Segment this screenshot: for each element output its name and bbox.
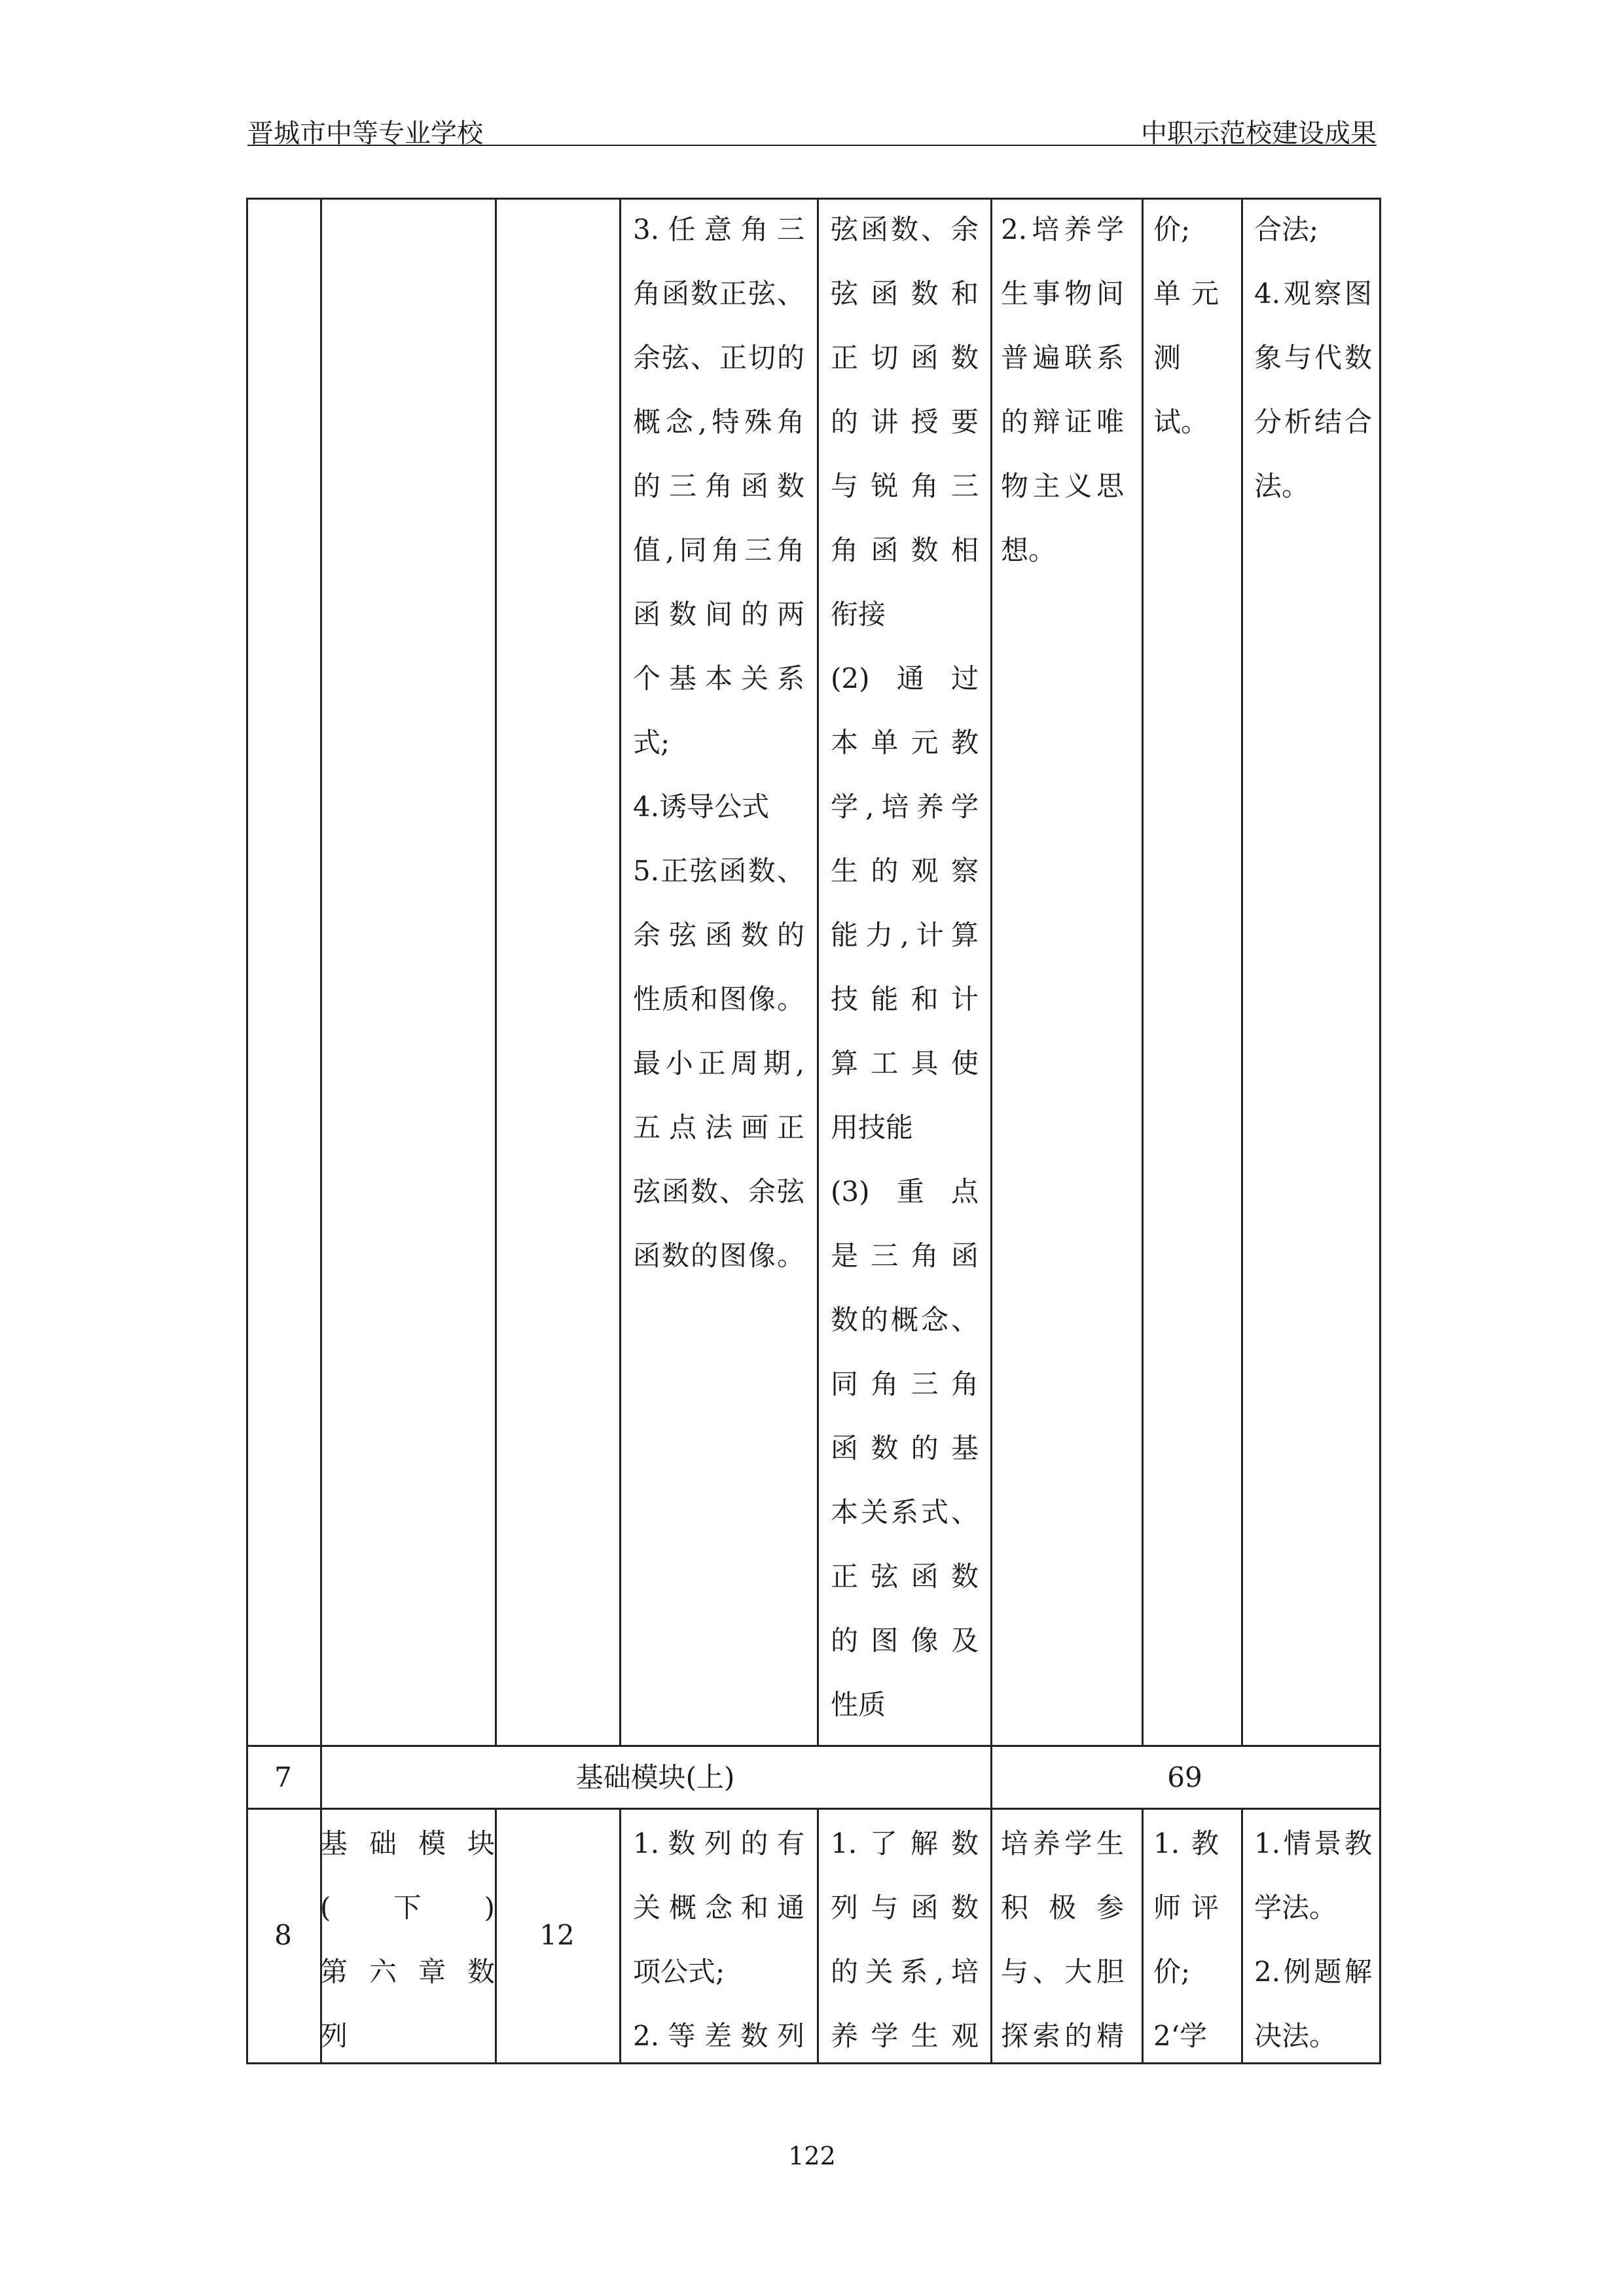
row8-module: 基础模块 (下) 第六章数 列 [320,1827,495,2052]
cell-goals: 2.培养学 生事物间 普遍联系 的辩证唯 物主义思 想。 [1001,213,1124,566]
row7-index: 7 [274,1761,292,1793]
page-number: 122 [788,2142,836,2170]
row8-content: 1.数列的有 关概念和通 项公式; 2.等差数列 [633,1827,804,2052]
table-col-divider [1241,1808,1243,2064]
cell-content: 3.任意角三 角函数正弦、 余弦、正切的 概念,特殊角 的三角函数 值,同角三角 函数间的两 个基本关系 式; 4.诱导公式 5.正弦函数、 余弦函数的 性质和图像。 最小正周期, 五点法画正 弦函数、余弦 函数的图像。 [633,213,804,1272]
row8-methods: 1.情景教 学法。 2.例题解 决法。 [1254,1827,1372,2052]
row8-assessment: 1.教 师评 价; 2‘学 [1153,1827,1219,2052]
table-col-divider [1142,198,1144,1745]
row8-hours: 12 [539,1919,575,1951]
row8-goals: 培养学生 积极参 与、大胆 探索的精 [1001,1827,1124,2052]
table-col-divider [1241,198,1243,1745]
header-school-name: 晋城市中等专业学校 [247,118,483,149]
cell-methods: 合法; 4.观察图 象与代数 分析结合 法。 [1254,213,1372,502]
table-col-divider [817,198,819,1745]
row8-requirements: 1.了解数 列与函数 的关系,培 养学生观 [831,1827,979,2052]
header-title: 中职示范校建设成果 [1141,118,1377,149]
table-border-right [1379,198,1381,2064]
table-col-divider [495,198,497,1745]
row8-index: 8 [274,1919,292,1951]
header-rule [247,145,1377,146]
cell-requirements: 弦函数、余 弦函数和 正切函数 的讲授要 与锐角三 角函数相 衔接 (2)通过 本单元教 学,培养学 生的观察 能力,计算 技能和计 算工具使 用技能 (3)重点 是三角函 数的概念、 同角三角 函数的基 本关系式、 正弦函数 的图像及 性质 [831,213,979,1721]
course-table [246,198,1381,2064]
row7-module: 基础模块(上) [575,1761,735,1793]
table-col-divider [817,1808,819,2064]
row7-hours: 69 [1167,1761,1202,1793]
table-col-divider [619,1808,621,2064]
table-col-divider [1142,1808,1144,2064]
table-col-divider [619,198,621,1745]
table-row-divider [246,1808,1381,1810]
cell-assessment: 价; 单元 测 试。 [1153,213,1219,438]
